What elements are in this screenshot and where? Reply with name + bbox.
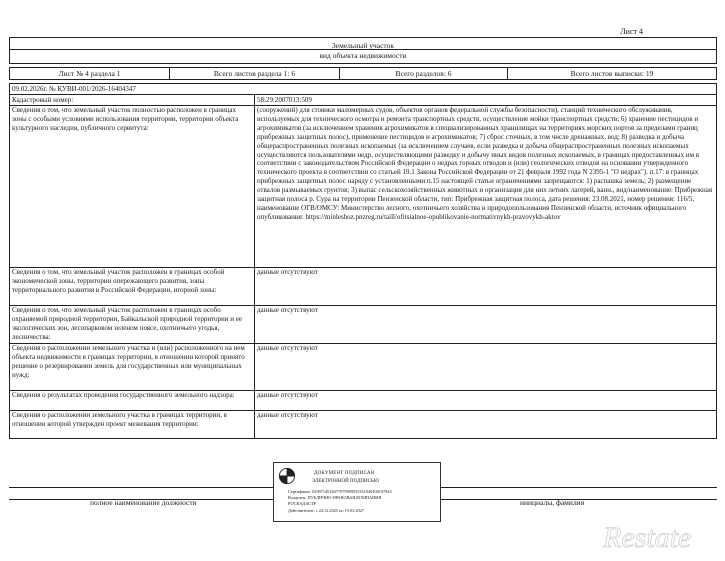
info-row [10, 391, 716, 411]
stamp-owner-org: РОСКАДАСТР [288, 501, 317, 507]
info-row [10, 106, 716, 268]
info-row-value: данные отсутствуют [257, 268, 318, 276]
info-row-value: (сооружений) для стоянки маломерных судов, объектов органов федеральной службы безопасности), станций технического обслуживания, используемых для технического осмотра и ремонта транспортных средств, осуществление мойки транспортных средств; 6) хранение пестицидов и агрохимикатов (за исключением хранения агрохимикатов в специализированных хранилищах на территориях морских портов за пределами границ прибрежных защитных полос), применение пестицидов и агрохимикатов; 7) сброс сточных, в том числе дренажных, вод; 8) разведка и добыча общераспространенных полезных ископаемых (за исключением случаев, если разведка и добыча общераспространенных полезных ископаемых осуществляются пользователями недр, осуществляющими разведку и добычу иных видов полезных ископаемых, в границах предоставленных им в соответствии с законодательством Российской Федерации о недрах горных отводов и (или) геологических отводов на основании утвержденного технического проекта в соответствии со статьей 19.1 Закона Российской Федерации от 21 февраля 1992 года N 2395-1 "О недрах"). п.17: в границах прибрежных защитных полос наряду с установленными п.15 настоящей статьи ограничениями запрещаются: 1) распашка земель; 2) размещение отвалов размываемых грунтов; 3) выпас сельскохозяйственных животных и организация для них летних лагерей, ванн., вид/наименование: Прибрежная защитная полоса р. Сура на территории Пензенской области, тип: Прибрежная защитная полоса, дата решения: 23.08.2021, номер решения: 116/5, наименование ОГВ/ОМСУ: Министерство лесного, охотничьего хозяйства и природопользования Пензенской области, источник официального опубликования: https://minleshoz.pnzreg.ru/taill/ofitsialnoe-opublikovanie-normativnykh-pravovykh-aktov [257, 106, 713, 221]
sheet-section-number: Лист № 4 раздела 1 [10, 68, 170, 79]
stamp-certificate: Сертификат: 0299714018477079989555351040400197843 [288, 489, 392, 494]
object-title-box [9, 37, 717, 64]
cadastral-label: Кадастровый номер: [10, 95, 255, 105]
document-number: 09.02.2026г. № КУВИ-001/2026-16404347 [10, 84, 716, 95]
info-row-label: Сведения о том, что земельный участок полностью расположен в границах зоны с особыми условиями использования территории, территории объекта культурного наследия, публичного сервитута: [10, 106, 255, 267]
name-caption: инициалы, фамилия [520, 498, 585, 507]
stamp-validity: Действителен: с 24.12.2025 по 19.03.2027 [288, 507, 364, 513]
restate-watermark-logo [599, 515, 719, 555]
cadastral-value: 58:29:2007013:509 [257, 96, 312, 104]
info-row [10, 344, 716, 391]
total-sheets-extract: Всего листов выписки: 19 [570, 69, 654, 78]
section-table [9, 83, 717, 439]
info-row [10, 411, 716, 439]
total-sections: Всего разделов: 6 [340, 68, 508, 79]
info-row-value: данные отсутствуют [257, 391, 318, 399]
position-caption: полное наименование должности [90, 498, 197, 507]
info-row-value: данные отсутствуют [257, 344, 318, 352]
cadastral-row [10, 95, 716, 106]
info-row-label: Сведения о том, что земельный участок расположен в границах особой экономической зоны, территории опережающего развития, зоны территориального развития в Российской Федерации, игорной зоны: [10, 268, 255, 305]
extract-form [9, 37, 717, 439]
stamp-subtitle: ЭЛЕКТРОННОЙ ПОДПИСЬЮ [312, 479, 379, 484]
info-row-label: Сведения о расположении земельного участка в границах территории, в отношении которой утвержден проект межевания территории: [10, 411, 255, 438]
sheet-info-row [9, 67, 717, 80]
object-type-caption: вид объекта недвижимости [319, 51, 407, 60]
info-row-label: Сведения о том, что земельный участок расположен в границах особо охраняемой природной территории, Байкальской природной территории и ее экологических зон, лесопарковом зеленом поясе, охотничьего угодья, лесничества: [10, 306, 255, 343]
stamp-title: ДОКУМЕНТ ПОДПИСАН [314, 471, 375, 476]
object-type-title: Земельный участок [10, 38, 716, 50]
info-row-value: данные отсутствуют [257, 411, 318, 419]
total-sheets-section: Всего листов раздела 1: 6 [170, 68, 340, 79]
info-row-label: Сведения о результатах проведения государственного земельного надзора: [10, 391, 255, 410]
electronic-signature-stamp [273, 462, 441, 522]
sheet-label: Лист 4 [620, 27, 643, 36]
info-row [10, 268, 716, 306]
info-row-value: данные отсутствуют [257, 306, 318, 314]
roskadastr-emblem-icon [278, 467, 296, 485]
info-row [10, 306, 716, 344]
svg-text:Restate: Restate [603, 521, 692, 554]
stamp-owner: Владелец: ПУБЛИЧНО-ПРАВОВАЯ КОМПАНИЯ [288, 495, 382, 501]
info-row-label: Сведения о расположении земельного участка и (или) расположенного на нем объекта недвижимости в границах территории, в отношении которой принято решение о резервировании земель для государственных или муниципальных нужд: [10, 344, 255, 390]
stamp-details [288, 489, 392, 514]
